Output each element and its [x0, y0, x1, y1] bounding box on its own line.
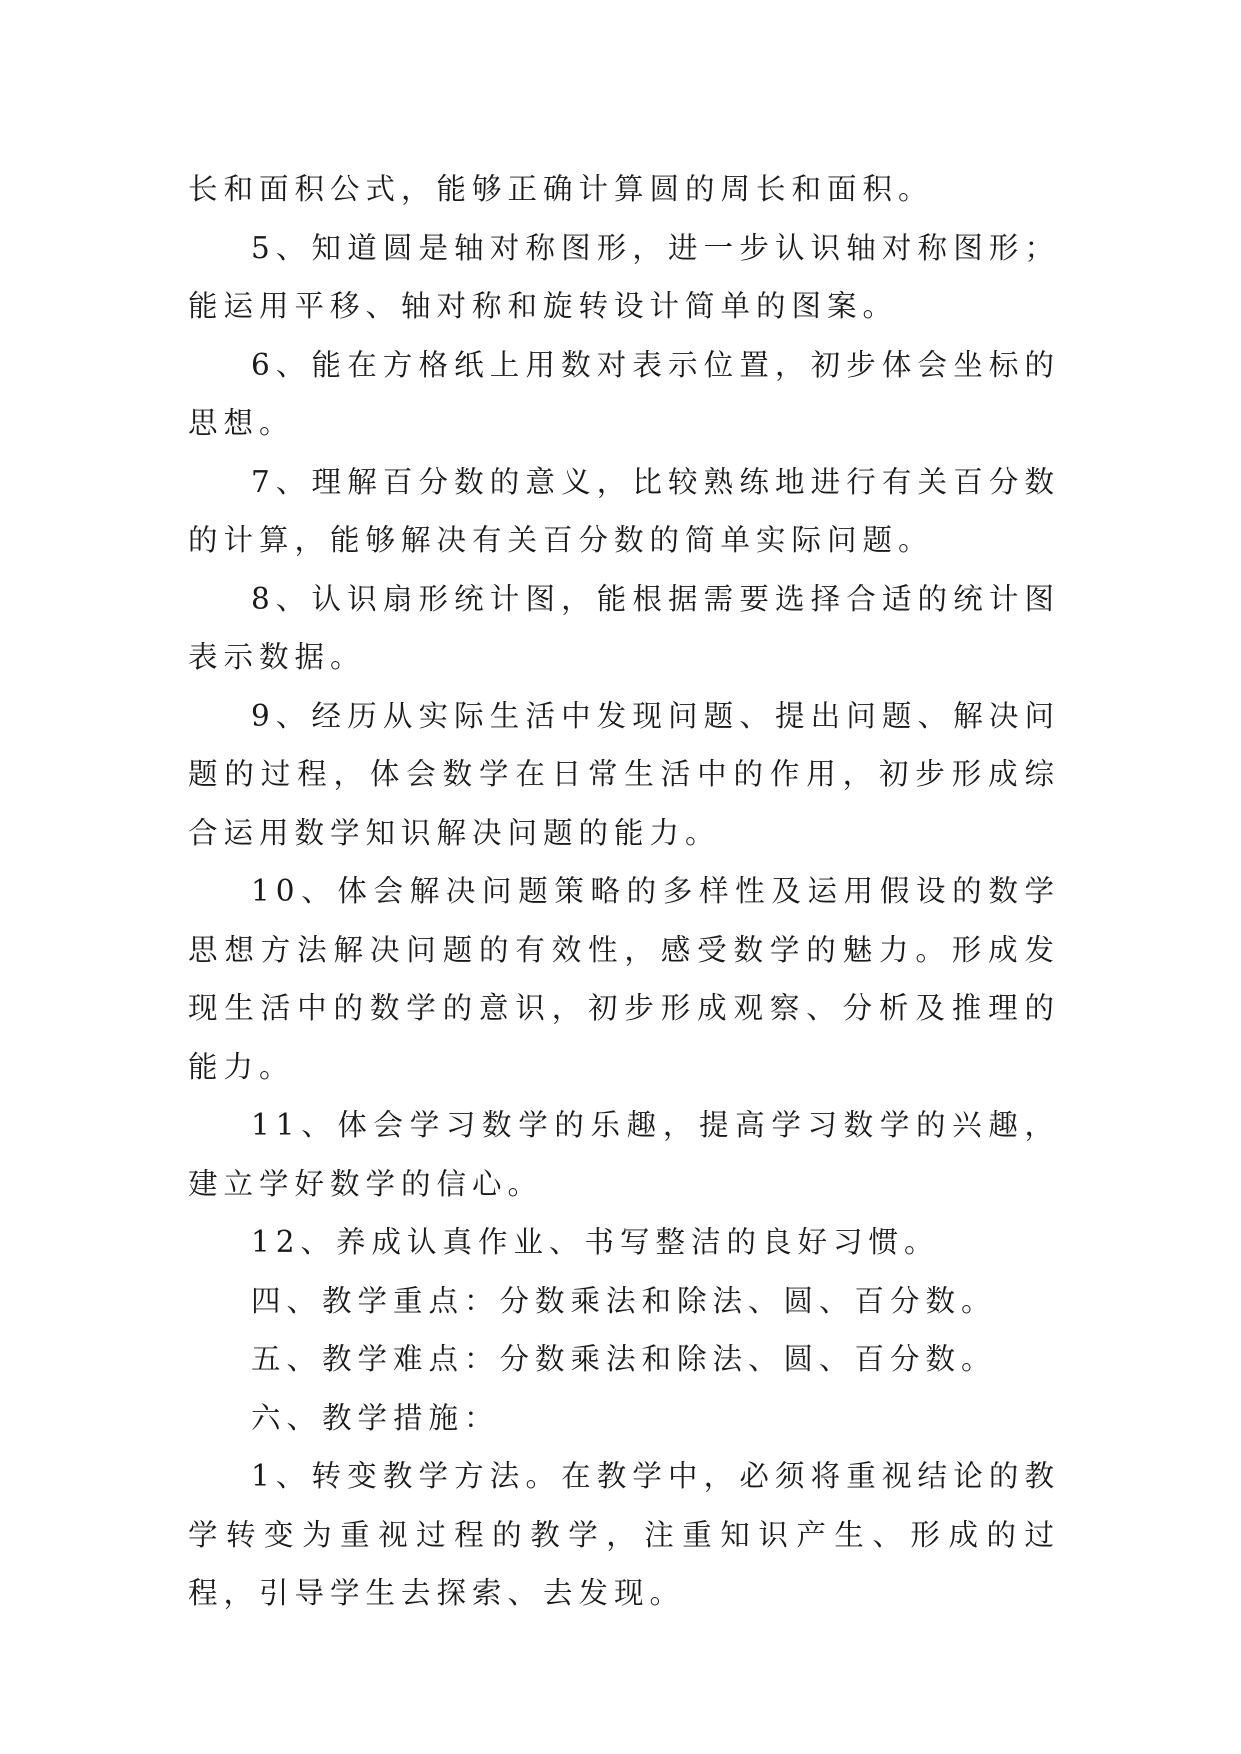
- paragraph-item-9: 9、经历从实际生活中发现问题、提出问题、解决问题的过程，体会数学在日常生活中的作用，初步形成综合运用数学知识解决问题的能力。: [188, 698, 1060, 850]
- paragraph-item-5: 5、知道圆是轴对称图形，进一步认识轴对称图形；能运用平移、轴对称和旋转设计简单的图案。: [188, 230, 1060, 323]
- paragraph-item-12: 12、养成认真作业、书写整洁的良好习惯。: [251, 1225, 940, 1259]
- section-teaching-measures-heading: 六、教学措施：: [251, 1400, 500, 1435]
- paragraph-item-10: 10、体会解决问题策略的多样性及运用假设的数学思想方法解决问题的有效性，感受数学的魅力。形成发现生活中的数学的意识，初步形成观察、分析及推理的能力。: [188, 874, 1060, 1084]
- paragraph-item-6: 6、能在方格纸上用数对表示位置，初步体会坐标的思想。: [188, 347, 1060, 440]
- document-body: [188, 160, 1060, 1623]
- paragraph-continuation: 长和面积公式，能够正确计算圆的周长和面积。: [188, 172, 934, 206]
- paragraph-measure-1: 1、转变教学方法。在教学中，必须将重视结论的教学转变为重视过程的教学，注重知识产生、形成的过程，引导学生去探索、去发现。: [188, 1459, 1060, 1610]
- section-teaching-focus: 四、教学重点：分数乘法和除法、圆、百分数。: [251, 1283, 997, 1318]
- section-teaching-difficulty: 五、教学难点：分数乘法和除法、圆、百分数。: [251, 1342, 997, 1376]
- paragraph-item-7: 7、理解百分数的意义，比较熟练地进行有关百分数的计算，能够解决有关百分数的简单实际问题。: [188, 464, 1060, 557]
- paragraph-item-11: 11、体会学习数学的乐趣，提高学习数学的兴趣，建立学好数学的信心。: [188, 1108, 1060, 1201]
- paragraph-item-8: 8、认识扇形统计图，能根据需要选择合适的统计图表示数据。: [188, 581, 1060, 674]
